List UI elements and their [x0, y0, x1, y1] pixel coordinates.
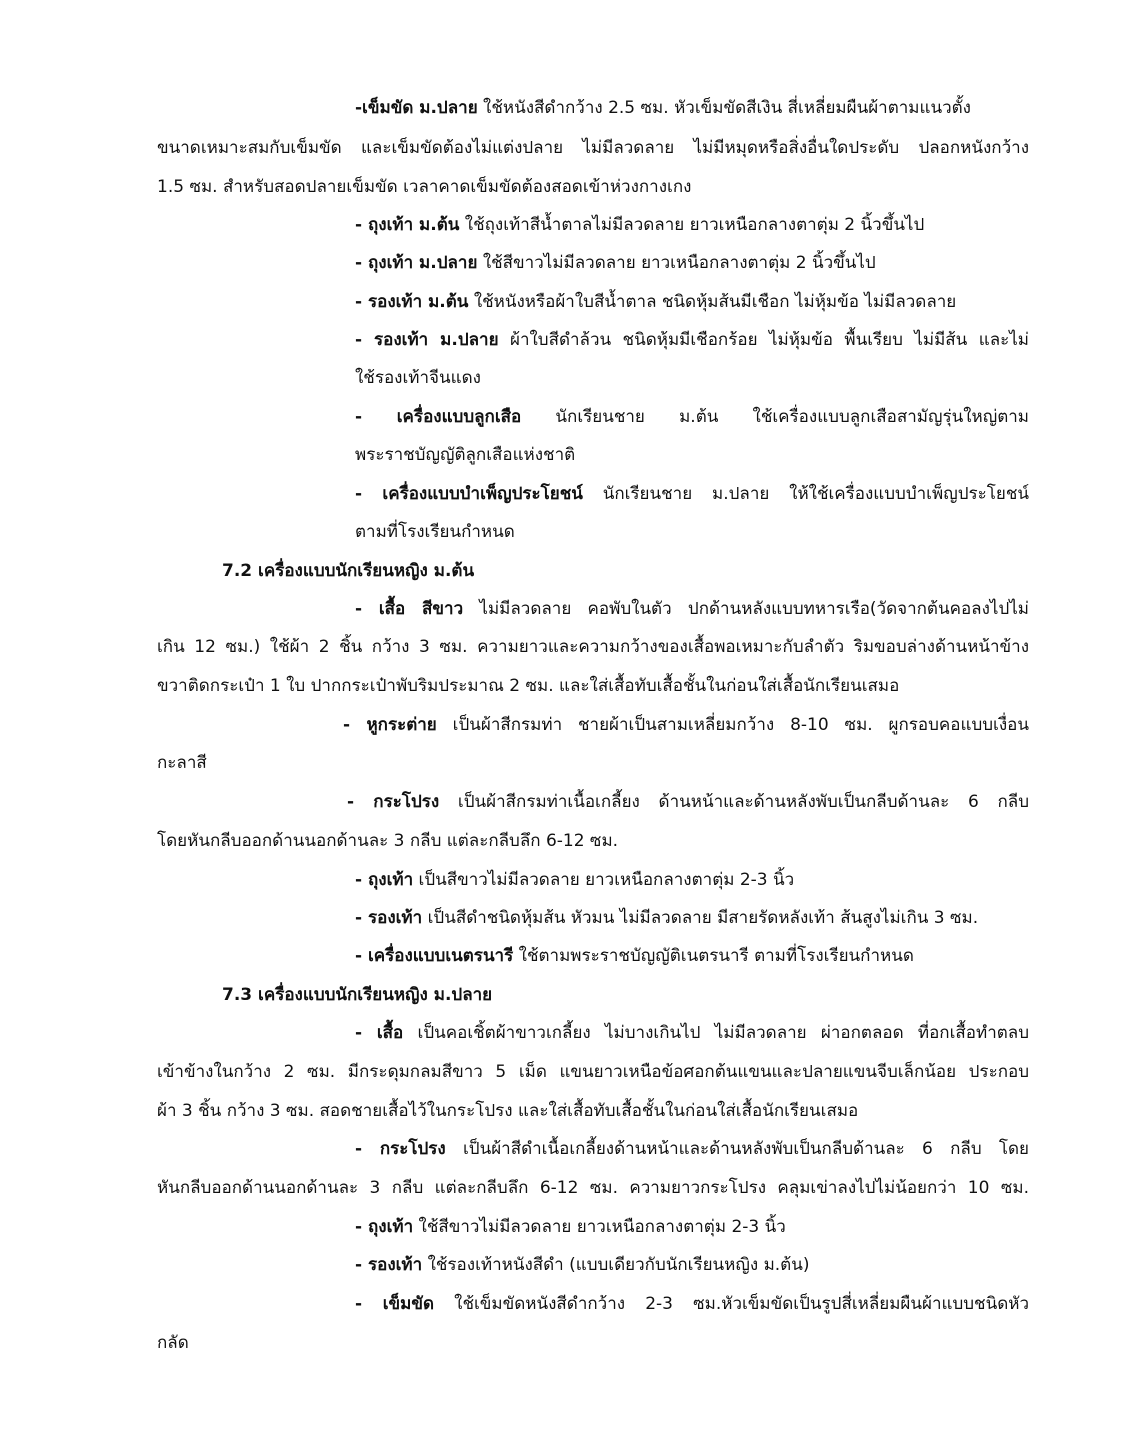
paragraph-belt-senior: -เข็มขัด ม.ปลาย ใช้หนังสีดำกว้าง 2.5 ซม. หัวเข็มขัดสีเงิน สี่เหลี่ยมผืนผ้าตามแนวตั้ง [355, 98, 971, 118]
text-line: ตามที่โรงเรียนกำหนด [355, 522, 515, 542]
item-shirt-girls-junior: - เสื้อ สีขาว ไม่มีลวดลาย คอพับในตัว ปกด้านหลังแบบทหารเรือ(วัดจากต้นคอลงไปไม่ [355, 599, 1029, 619]
text-line: เกิน 12 ซม.) ใช้ผ้า 2 ชิ้น กว้าง 3 ซม. ความยาวและความกว้างของเสื้อพอเหมาะกับลำตัว ริมขอบล่างด้านหน้าข้าง [157, 637, 1029, 657]
text-line: หันกลีบออกด้านนอกด้านละ 3 กลีบ แต่ละกลีบลึก 6-12 ซม. ความยาวกระโปรง คลุมเข่าลงไปไม่น้อยกว่า 10 ซม. [157, 1178, 1029, 1198]
item-bow-tie: - หูกระต่าย เป็นผ้าสีกรมท่า ชายผ้าเป็นสามเหลี่ยมกว้าง 8-10 ซม. ผูกรอบคอแบบเงื่อน [343, 715, 1029, 735]
item-socks-senior: - ถุงเท้า ม.ปลาย ใช้สีขาวไม่มีลวดลาย ยาวเหนือกลางตาตุ่ม 2 นิ้วขึ้นไป [355, 253, 876, 273]
text-line: โดยหันกลีบออกด้านนอกด้านละ 3 กลีบ แต่ละกลีบลึก 6-12 ซม. [157, 831, 619, 851]
item-volunteer-uniform: - เครื่องแบบบำเพ็ญประโยชน์ นักเรียนชาย ม.ปลาย ให้ใช้เครื่องแบบบำเพ็ญประโยชน์ [355, 484, 1029, 504]
item-shoes-senior: - รองเท้า ม.ปลาย ผ้าใบสีดำล้วน ชนิดหุ้มมีเชือกร้อย ไม่หุ้มข้อ พื้นเรียบ ไม่มีส้น และไม่ [355, 330, 1030, 350]
text-line: ใช้รองเท้าจีนแดง [355, 368, 481, 388]
item-skirt-senior: - กระโปรง เป็นผ้าสีดำเนื้อเกลี้ยงด้านหน้าและด้านหลังพับเป็นกลีบด้านละ 6 กลีบ โดย [355, 1139, 1029, 1159]
text-line: พระราชบัญญัติลูกเสือแห่งชาติ [355, 445, 576, 465]
item-skirt-junior: - กระโปรง เป็นผ้าสีกรมท่าเนื้อเกลี้ยง ด้านหน้าและด้านหลังพับเป็นกลีบด้านละ 6 กลีบ [347, 792, 1029, 812]
section-heading-7-2: 7.2 เครื่องแบบนักเรียนหญิง ม.ต้น [222, 561, 475, 581]
text-line: กลัด [157, 1333, 189, 1353]
text-line: ขนาดเหมาะสมกับเข็มขัด และเข็มขัดต้องไม่แต่งปลาย ไม่มีลวดลาย ไม่มีหมุดหรือสิ่งอื่นใดประดับ ปลอกหนังกว้าง [157, 138, 1029, 158]
text-line: 1.5 ซม. สำหรับสอดปลายเข็มขัด เวลาคาดเข็มขัดต้องสอดเข้าห่วงกางเกง [157, 177, 692, 197]
item-belt-girls-senior: - เข็มขัด ใช้เข็มขัดหนังสีดำกว้าง 2-3 ซม.หัวเข็มขัดเป็นรูปสี่เหลี่ยมผืนผ้าแบบชนิดหัว [355, 1294, 1029, 1314]
item-shoes-girls-junior: - รองเท้า เป็นสีดำชนิดหุ้มส้น หัวมน ไม่มีลวดลาย มีสายรัดหลังเท้า ส้นสูงไม่เกิน 3 ซม. [355, 908, 979, 928]
item-socks-junior: - ถุงเท้า ม.ต้น ใช้ถุงเท้าสีน้ำตาลไม่มีลวดลาย ยาวเหนือกลางตาตุ่ม 2 นิ้วขึ้นไป [355, 215, 925, 235]
section-heading-7-3: 7.3 เครื่องแบบนักเรียนหญิง ม.ปลาย [222, 985, 493, 1005]
text-line: ขวาติดกระเป๋า 1 ใบ ปากกระเป๋าพับริมประมาณ 2 ซม. และใส่เสื้อทับเสื้อชั้นในก่อนใส่เสื้อนักเรียนเสมอ [157, 676, 900, 696]
text-line: เข้าข้างในกว้าง 2 ซม. มีกระดุมกลมสีขาว 5 เม็ด แขนยาวเหนือข้อศอกต้นแขนและปลายแขนจีบเล็กน้อย ประกอบ [157, 1062, 1029, 1082]
text-line: กะลาสี [157, 753, 207, 773]
item-socks-girls-senior: - ถุงเท้า ใช้สีขาวไม่มีลวดลาย ยาวเหนือกลางตาตุ่ม 2-3 นิ้ว [355, 1217, 786, 1237]
term-belt-senior: -เข็มขัด ม.ปลาย [355, 98, 478, 118]
item-shirt-girls-senior: - เสื้อ เป็นคอเชิ้ตผ้าขาวเกลี้ยง ไม่บางเกินไป ไม่มีลวดลาย ผ่าอกตลอด ที่อกเสื้อทำตลบ [355, 1023, 1029, 1043]
item-shoes-girls-senior: - รองเท้า ใช้รองเท้าหนังสีดำ (แบบเดียวกับนักเรียนหญิง ม.ต้น) [355, 1255, 810, 1275]
item-scout-uniform: - เครื่องแบบลูกเสือ นักเรียนชาย ม.ต้น ใช้เครื่องแบบลูกเสือสามัญรุ่นใหญ่ตาม [355, 407, 1029, 427]
text-line: ผ้า 3 ชิ้น กว้าง 3 ซม. สอดชายเสื้อไว้ในกระโปรง และใส่เสื้อทับเสื้อชั้นในก่อนใส่เสื้อนักเรียนเสมอ [157, 1101, 859, 1121]
item-girl-guide-uniform: - เครื่องแบบเนตรนารี ใช้ตามพระราชบัญญัติเนตรนารี ตามที่โรงเรียนกำหนด [355, 946, 914, 966]
item-shoes-junior: - รองเท้า ม.ต้น ใช้หนังหรือผ้าใบสีน้ำตาล ชนิดหุ้มส้นมีเชือก ไม่หุ้มข้อ ไม่มีลวดลาย [355, 292, 957, 312]
item-socks-girls-junior: - ถุงเท้า เป็นสีขาวไม่มีลวดลาย ยาวเหนือกลางตาตุ่ม 2-3 นิ้ว [355, 870, 795, 890]
